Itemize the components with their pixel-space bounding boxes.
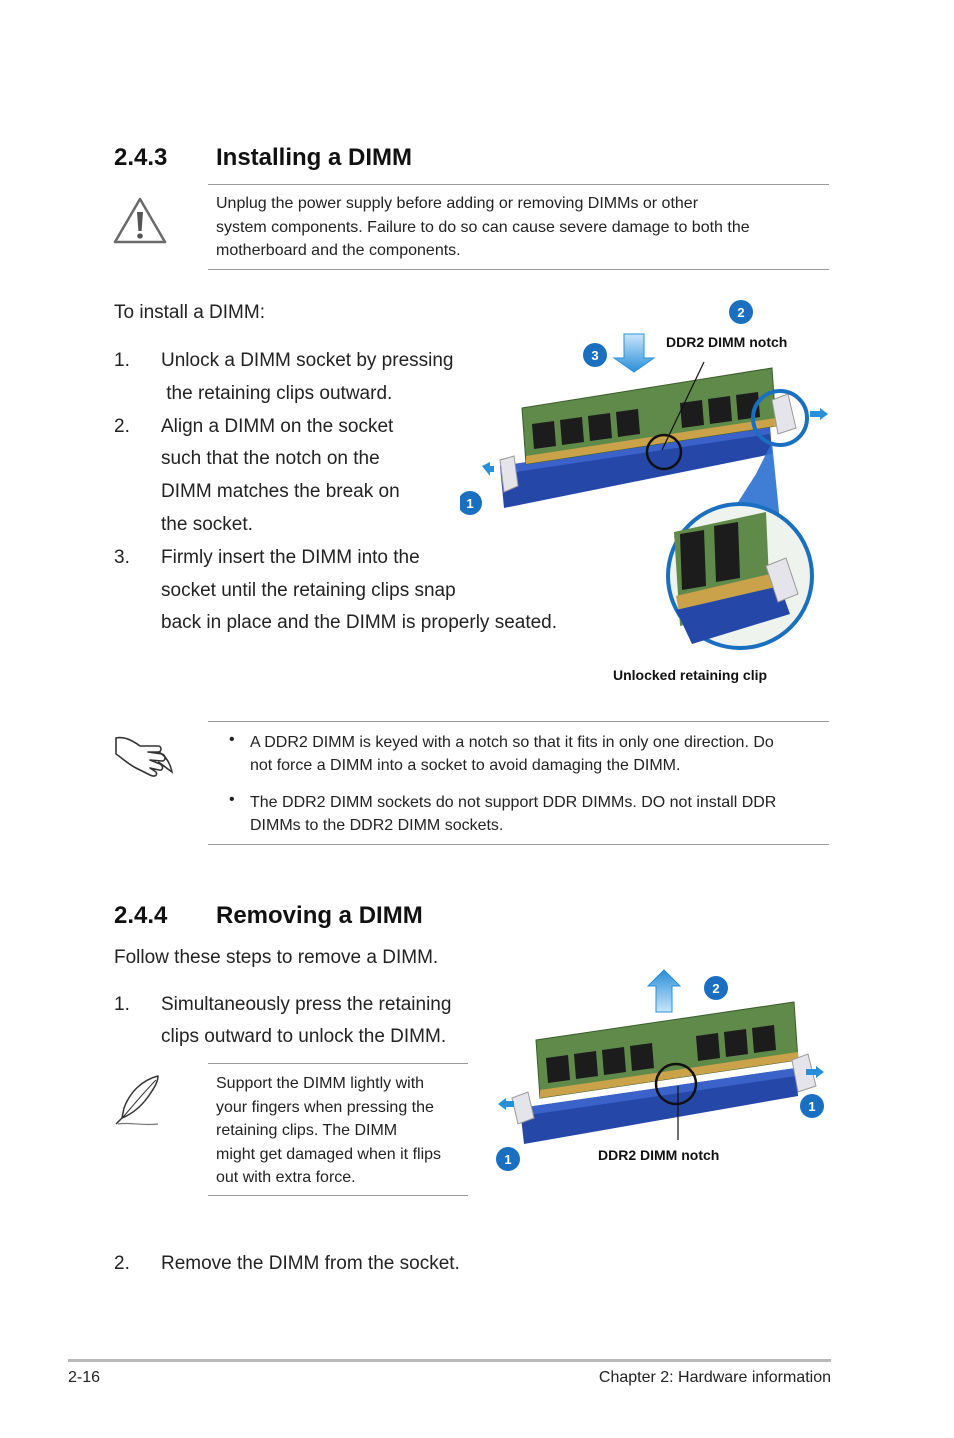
badge-label: 1 — [504, 1152, 512, 1167]
tip-line: out with extra force. — [216, 1169, 356, 1186]
note-line: DIMMs to the DDR2 DIMM sockets. — [250, 817, 504, 834]
right-out-arrow — [810, 408, 828, 420]
section-number-243: 2.4.3 — [114, 144, 168, 171]
warning-line: Unplug the power supply before adding or removing DIMMs or other — [216, 195, 699, 212]
step-number: 2. — [114, 416, 130, 437]
quill-icon — [112, 1074, 164, 1130]
left-out-arrow — [482, 462, 494, 476]
page-number: 2-16 — [68, 1369, 101, 1386]
badge-1-right — [800, 1094, 824, 1118]
step-number: 2. — [114, 1253, 130, 1274]
step-number: 1. — [114, 350, 130, 371]
install-dimm-figure — [460, 296, 840, 656]
note-line: A DDR2 DIMM is keyed with a notch so that it fits in only one direction. Do — [250, 734, 774, 751]
bullet: • — [229, 791, 235, 808]
tip-bottom-rule — [208, 1195, 468, 1196]
badge-2 — [729, 300, 753, 324]
step-line: clips outward to unlock the DIMM. — [161, 1026, 447, 1047]
notch-label: DDR2 DIMM notch — [598, 1147, 720, 1163]
section-title-243: Installing a DIMM — [216, 144, 413, 171]
insert-down-arrow — [614, 334, 654, 372]
note-line: The DDR2 DIMM sockets do not support DDR DIMMs. DO not install DDR — [250, 794, 777, 811]
footer-rule — [68, 1359, 831, 1362]
badge-label: 2 — [712, 981, 720, 996]
step-line: the socket. — [161, 514, 253, 535]
remove-up-arrow — [648, 970, 680, 1012]
right-clip — [772, 394, 796, 434]
badge-1 — [460, 491, 482, 515]
step-line: back in place and the DIMM is properly seated. — [161, 612, 558, 633]
badge-label: 1 — [466, 496, 474, 511]
tip-top-rule — [208, 1063, 468, 1064]
warning-line: system components. Failure to do so can cause severe damage to both the — [216, 218, 750, 236]
step-line: such that the notch on the — [161, 448, 380, 469]
badge-2 — [704, 976, 728, 1000]
step-number: 1. — [114, 994, 130, 1015]
notes-top-rule — [208, 721, 829, 722]
step-line: Simultaneously press the retaining — [161, 994, 452, 1015]
step-line: Align a DIMM on the socket — [161, 416, 394, 437]
left-clip — [512, 1092, 534, 1124]
hand-icon — [114, 732, 176, 778]
chapter-title: Chapter 2: Hardware information — [598, 1369, 831, 1386]
step-line: the retaining clips outward. — [161, 383, 393, 404]
tip-line: might get damaged when it flips — [216, 1145, 442, 1163]
note-line: not force a DIMM into a socket to avoid damaging the DIMM. — [250, 757, 681, 774]
step-line: socket until the retaining clips snap — [161, 580, 456, 601]
clip-label: Unlocked retaining clip — [613, 667, 768, 683]
tip-text — [216, 1072, 441, 1190]
tip-line: your fingers when pressing the — [216, 1098, 434, 1116]
badge-3 — [583, 343, 607, 367]
notch-label: DDR2 DIMM notch — [666, 334, 788, 350]
step-number: 3. — [114, 547, 130, 568]
badge-label: 3 — [591, 348, 599, 363]
notes-bottom-rule — [208, 844, 829, 845]
step-line: Remove the DIMM from the socket. — [161, 1253, 460, 1274]
warning-text — [216, 192, 750, 263]
tip-line: retaining clips. The DIMM — [216, 1122, 398, 1139]
warning-top-rule — [208, 184, 829, 185]
section-number-244: 2.4.4 — [114, 902, 168, 929]
badge-label: 2 — [737, 305, 745, 320]
badge-1-left — [496, 1147, 520, 1171]
warning-line: motherboard and the components. — [216, 242, 461, 259]
step-line: DIMM matches the break on — [161, 481, 400, 502]
warning-bottom-rule — [208, 269, 829, 270]
remove-intro: Follow these steps to remove a DIMM. — [114, 947, 439, 968]
step-line: Unlock a DIMM socket by pressing — [161, 350, 454, 371]
section-title-244: Removing a DIMM — [216, 902, 423, 929]
bullet: • — [229, 731, 235, 748]
left-out-arrow — [498, 1098, 514, 1110]
tip-line: Support the DIMM lightly with — [216, 1075, 425, 1092]
badge-label: 1 — [808, 1099, 816, 1114]
install-intro: To install a DIMM: — [114, 302, 265, 323]
step-line: Firmly insert the DIMM into the — [161, 547, 420, 568]
warning-icon — [112, 196, 168, 246]
